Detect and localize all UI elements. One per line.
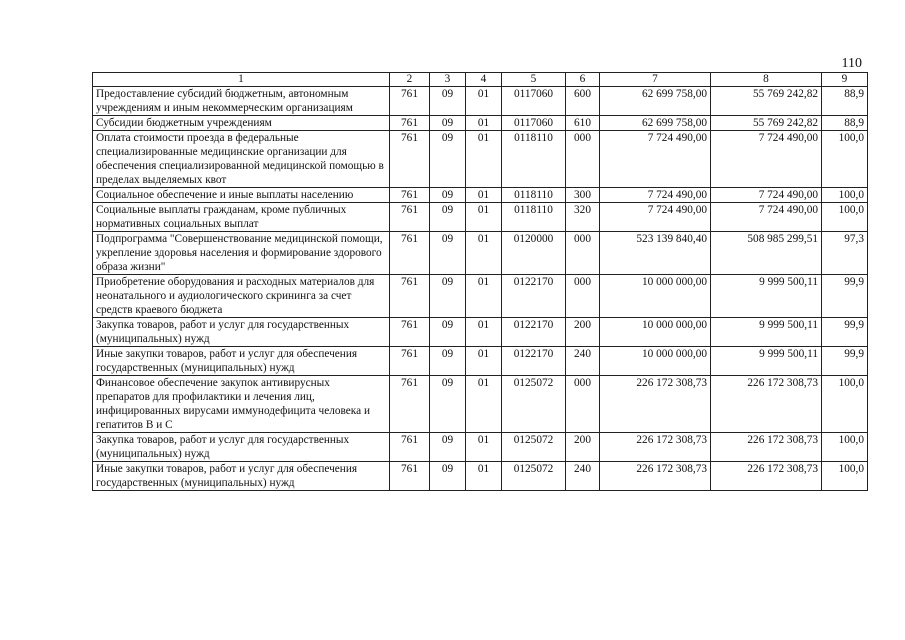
executed-amount: 9 999 500,11 <box>711 318 822 347</box>
ministry-code: 761 <box>390 131 430 188</box>
expense-type-code: 000 <box>566 131 600 188</box>
expense-type-code: 000 <box>566 376 600 433</box>
ministry-code: 761 <box>390 203 430 232</box>
planned-amount: 226 172 308,73 <box>600 376 711 433</box>
row-description: Субсидии бюджетным учреждениям <box>93 116 390 131</box>
section-code: 09 <box>430 376 466 433</box>
execution-percent: 100,0 <box>822 188 868 203</box>
row-description: Иные закупки товаров, работ и услуг для обеспечения государственных (муниципальных) нужд <box>93 462 390 491</box>
table-row <box>93 116 868 131</box>
target-article-code: 0118110 <box>502 203 566 232</box>
execution-percent: 100,0 <box>822 131 868 188</box>
subsection-code: 01 <box>466 116 502 131</box>
section-code: 09 <box>430 347 466 376</box>
planned-amount: 10 000 000,00 <box>600 347 711 376</box>
execution-percent: 100,0 <box>822 203 868 232</box>
expense-type-code: 610 <box>566 116 600 131</box>
target-article-code: 0117060 <box>502 87 566 116</box>
ministry-code: 761 <box>390 275 430 318</box>
expense-type-code: 240 <box>566 347 600 376</box>
table-row <box>93 275 868 318</box>
table-row <box>93 131 868 188</box>
section-code: 09 <box>430 203 466 232</box>
expense-type-code: 600 <box>566 87 600 116</box>
table-header <box>93 73 868 87</box>
planned-amount: 523 139 840,40 <box>600 232 711 275</box>
row-description: Социальные выплаты гражданам, кроме публичных нормативных социальных выплат <box>93 203 390 232</box>
header-cell: 3 <box>430 73 466 87</box>
subsection-code: 01 <box>466 87 502 116</box>
row-description: Иные закупки товаров, работ и услуг для обеспечения государственных (муниципальных) нужд <box>93 347 390 376</box>
section-code: 09 <box>430 433 466 462</box>
ministry-code: 761 <box>390 188 430 203</box>
execution-percent: 100,0 <box>822 462 868 491</box>
planned-amount: 10 000 000,00 <box>600 275 711 318</box>
executed-amount: 55 769 242,82 <box>711 87 822 116</box>
execution-percent: 99,9 <box>822 347 868 376</box>
ministry-code: 761 <box>390 433 430 462</box>
execution-percent: 88,9 <box>822 116 868 131</box>
row-description: Подпрограмма "Совершенствование медицинской помощи, укрепление здоровья населения и формирование здорового образа жизни" <box>93 232 390 275</box>
execution-percent: 99,9 <box>822 318 868 347</box>
section-code: 09 <box>430 116 466 131</box>
section-code: 09 <box>430 318 466 347</box>
target-article-code: 0120000 <box>502 232 566 275</box>
header-row <box>93 73 868 87</box>
subsection-code: 01 <box>466 376 502 433</box>
execution-percent: 99,9 <box>822 275 868 318</box>
table-row <box>93 318 868 347</box>
target-article-code: 0118110 <box>502 188 566 203</box>
header-cell: 5 <box>502 73 566 87</box>
section-code: 09 <box>430 87 466 116</box>
ministry-code: 761 <box>390 116 430 131</box>
expense-type-code: 000 <box>566 232 600 275</box>
executed-amount: 9 999 500,11 <box>711 275 822 318</box>
row-description: Оплата стоимости проезда в федеральные специализированные медицинские организации для обеспечения специализированной медицинской помощью в пределах выделяемых квот <box>93 131 390 188</box>
table-row <box>93 232 868 275</box>
target-article-code: 0125072 <box>502 376 566 433</box>
subsection-code: 01 <box>466 462 502 491</box>
subsection-code: 01 <box>466 433 502 462</box>
planned-amount: 7 724 490,00 <box>600 203 711 232</box>
ministry-code: 761 <box>390 87 430 116</box>
expense-type-code: 320 <box>566 203 600 232</box>
planned-amount: 226 172 308,73 <box>600 433 711 462</box>
planned-amount: 7 724 490,00 <box>600 131 711 188</box>
subsection-code: 01 <box>466 318 502 347</box>
row-description: Финансовое обеспечение закупок антивирусных препаратов для профилактики и лечения лиц, инфицированных вирусами иммунодефицита человека и гепатитов B и C <box>93 376 390 433</box>
table-row <box>93 433 868 462</box>
executed-amount: 7 724 490,00 <box>711 188 822 203</box>
execution-percent: 100,0 <box>822 433 868 462</box>
executed-amount: 7 724 490,00 <box>711 203 822 232</box>
expense-type-code: 200 <box>566 318 600 347</box>
page-number: 110 <box>841 56 862 71</box>
header-cell: 6 <box>566 73 600 87</box>
section-code: 09 <box>430 232 466 275</box>
table-row <box>93 203 868 232</box>
planned-amount: 7 724 490,00 <box>600 188 711 203</box>
table-row <box>93 376 868 433</box>
target-article-code: 0122170 <box>502 347 566 376</box>
row-description: Социальное обеспечение и иные выплаты населению <box>93 188 390 203</box>
target-article-code: 0122170 <box>502 318 566 347</box>
expense-type-code: 000 <box>566 275 600 318</box>
planned-amount: 226 172 308,73 <box>600 462 711 491</box>
expense-type-code: 200 <box>566 433 600 462</box>
table-row <box>93 188 868 203</box>
planned-amount: 62 699 758,00 <box>600 116 711 131</box>
row-description: Закупка товаров, работ и услуг для государственных (муниципальных) нужд <box>93 318 390 347</box>
budget-table <box>92 72 868 491</box>
section-code: 09 <box>430 188 466 203</box>
executed-amount: 226 172 308,73 <box>711 433 822 462</box>
table-row <box>93 347 868 376</box>
executed-amount: 226 172 308,73 <box>711 462 822 491</box>
row-description: Закупка товаров, работ и услуг для государственных (муниципальных) нужд <box>93 433 390 462</box>
target-article-code: 0125072 <box>502 462 566 491</box>
planned-amount: 62 699 758,00 <box>600 87 711 116</box>
subsection-code: 01 <box>466 131 502 188</box>
subsection-code: 01 <box>466 347 502 376</box>
ministry-code: 761 <box>390 232 430 275</box>
executed-amount: 55 769 242,82 <box>711 116 822 131</box>
header-cell: 2 <box>390 73 430 87</box>
executed-amount: 7 724 490,00 <box>711 131 822 188</box>
section-code: 09 <box>430 131 466 188</box>
subsection-code: 01 <box>466 203 502 232</box>
expense-type-code: 240 <box>566 462 600 491</box>
target-article-code: 0125072 <box>502 433 566 462</box>
ministry-code: 761 <box>390 347 430 376</box>
execution-percent: 97,3 <box>822 232 868 275</box>
header-cell: 9 <box>822 73 868 87</box>
planned-amount: 10 000 000,00 <box>600 318 711 347</box>
subsection-code: 01 <box>466 275 502 318</box>
execution-percent: 100,0 <box>822 376 868 433</box>
table-row <box>93 87 868 116</box>
ministry-code: 761 <box>390 462 430 491</box>
executed-amount: 9 999 500,11 <box>711 347 822 376</box>
row-description: Приобретение оборудования и расходных материалов для неонатального и аудиологического скрининга за счет средств краевого бюджета <box>93 275 390 318</box>
header-cell: 1 <box>93 73 390 87</box>
section-code: 09 <box>430 462 466 491</box>
row-description: Предоставление субсидий бюджетным, автономным учреждениям и иным некоммерческим организациям <box>93 87 390 116</box>
ministry-code: 761 <box>390 318 430 347</box>
expense-type-code: 300 <box>566 188 600 203</box>
subsection-code: 01 <box>466 232 502 275</box>
target-article-code: 0117060 <box>502 116 566 131</box>
target-article-code: 0118110 <box>502 131 566 188</box>
executed-amount: 508 985 299,51 <box>711 232 822 275</box>
subsection-code: 01 <box>466 188 502 203</box>
ministry-code: 761 <box>390 376 430 433</box>
header-cell: 8 <box>711 73 822 87</box>
table-row <box>93 462 868 491</box>
executed-amount: 226 172 308,73 <box>711 376 822 433</box>
section-code: 09 <box>430 275 466 318</box>
header-cell: 4 <box>466 73 502 87</box>
execution-percent: 88,9 <box>822 87 868 116</box>
target-article-code: 0122170 <box>502 275 566 318</box>
header-cell: 7 <box>600 73 711 87</box>
